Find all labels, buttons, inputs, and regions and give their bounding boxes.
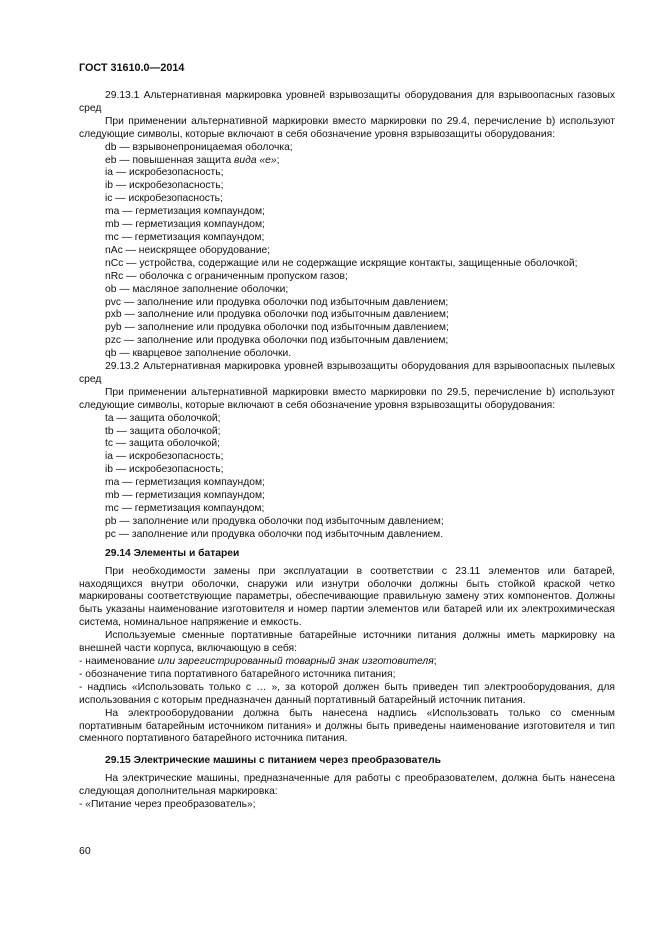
list-item: mb — герметизация компаундом; xyxy=(105,490,265,502)
list-item: pxb — заполнение или продувка оболочки под избыточным давлением; xyxy=(105,309,449,321)
document-header: ГОСТ 31610.0—2014 xyxy=(79,62,185,74)
list-item: ib — искробезопасность; xyxy=(105,180,224,192)
page-number: 60 xyxy=(79,845,91,857)
section-29-14-heading: 29.14 Элементы и батареи xyxy=(105,547,240,559)
list-item: nAc — неискрящее оборудование; xyxy=(105,244,271,256)
list-item: qb — кварцевое заполнение оболочки. xyxy=(105,348,292,360)
section-29-15-heading: 29.15 Электрические машины с питанием через преобразователь xyxy=(105,755,441,767)
list-item: ma — герметизация компаундом; xyxy=(105,206,265,218)
section-29-13-2-heading: 29.13.2 Альтернативная маркировка уровней взрывозащиты оборудования для взрывоопасных пылевых сред xyxy=(79,361,615,385)
list-item: tb — защита оболочкой; xyxy=(105,425,221,437)
list-item: mc — герметизация компаундом; xyxy=(105,231,265,243)
bullet-use-only-with: - надпись «Использовать только с … », за которой должен быть приведен тип электрооборудования, для использования с которым предназначен данный портативный батарейный источник питания. xyxy=(79,681,615,706)
list-item: ta — защита оболочкой; xyxy=(105,412,221,424)
section-29-14-paragraph-3: На электрооборудовании должна быть нанесена надпись «Использовать только со сменным портативным батарейным источником питания» и должны быть приведены наименование изготовителя и тип сменного портативного батарейного источника питания. xyxy=(79,707,615,745)
list-item: ma — герметизация компаундом; xyxy=(105,477,265,489)
section-29-15-paragraph-1: На электрические машины, предназначенные для работы с преобразователем, должна быть нанесена следующая дополнительная маркировка: xyxy=(79,773,615,798)
list-item: pyb — заполнение или продувка оболочки под избыточным давлением; xyxy=(105,322,449,334)
list-item: nCc — устройства, содержащие или не содержащие искрящие контакты, защищенные оболочкой; xyxy=(105,257,578,269)
list-item: mc — герметизация компаундом; xyxy=(105,503,265,514)
bullet-battery-type: - обозначение типа портативного батарейного источника питания; xyxy=(79,668,396,680)
list-item: nRc — оболочка с ограниченным пропуском газов; xyxy=(105,270,348,282)
section-29-14-paragraph-1: При необходимости замены при эксплуатации в соответствии с 23.11 элементов или батарей, находящихся внутри оболочки, снаружи или изнутри оболочки должны быть стойкой краской четко маркированы соответствующие параметры, обеспечивающие правильную замену этих компонентов. Должны быть указаны наименование изготовителя и номер партии элементов или батарей или их электрохимическая система, номинальное напряжение и емкость. xyxy=(79,565,615,629)
list-item: ib — искробезопасность; xyxy=(105,464,224,476)
list-item: ic — искробезопасность; xyxy=(105,193,223,205)
list-item: pc — заполнение или продувка оболочки под избыточным давлением. xyxy=(105,528,444,540)
list-item: pzc — заполнение или продувка оболочки под избыточным давлением; xyxy=(105,335,449,347)
bullet-manufacturer: - наименование или зарегистрированный товарный знак изготовителя; xyxy=(79,655,437,667)
bullet-converter-supply: - «Питание через преобразователь»; xyxy=(79,799,256,811)
section-29-13-1-heading: 29.13.1 Альтернативная маркировка уровней взрывозащиты оборудования для взрывоопасных газовых сред xyxy=(79,90,615,114)
list-item: ia — искробезопасность; xyxy=(105,451,224,463)
section-29-13-1-intro: При применении альтернативной маркировки вместо маркировки по 29.4, перечисление b) используют следующие символы, которые включают в себя обозначение уровня взрывозащиты оборудования: xyxy=(79,115,615,140)
list-item: mb — герметизация компаундом; xyxy=(105,219,265,231)
document-body xyxy=(79,90,615,812)
section-29-14-paragraph-2: Используемые сменные портативные батарейные источники питания должны иметь маркировку на внешней части корпуса, включающую в себя: xyxy=(79,630,615,655)
list-item: pb — заполнение или продувка оболочки под избыточным давлением; xyxy=(105,515,444,527)
list-item-eb: eb — повышенная защита вида «е»; xyxy=(105,154,280,166)
list-item: db — взрывонепроницаемая оболочка; xyxy=(105,141,293,153)
list-item: ia — искробезопасность; xyxy=(105,167,224,179)
list-item: tc — защита оболочкой; xyxy=(105,438,220,450)
list-item: ob — масляное заполнение оболочки; xyxy=(105,283,289,295)
list-item: pvc — заполнение или продувка оболочки под избыточным давлением; xyxy=(105,296,449,308)
section-29-13-2-intro: При применении альтернативной маркировки вместо маркировки по 29.5, перечисление b) используют следующие символы, которые включают в себя обозначение уровня взрывозащиты оборудования: xyxy=(79,386,615,411)
